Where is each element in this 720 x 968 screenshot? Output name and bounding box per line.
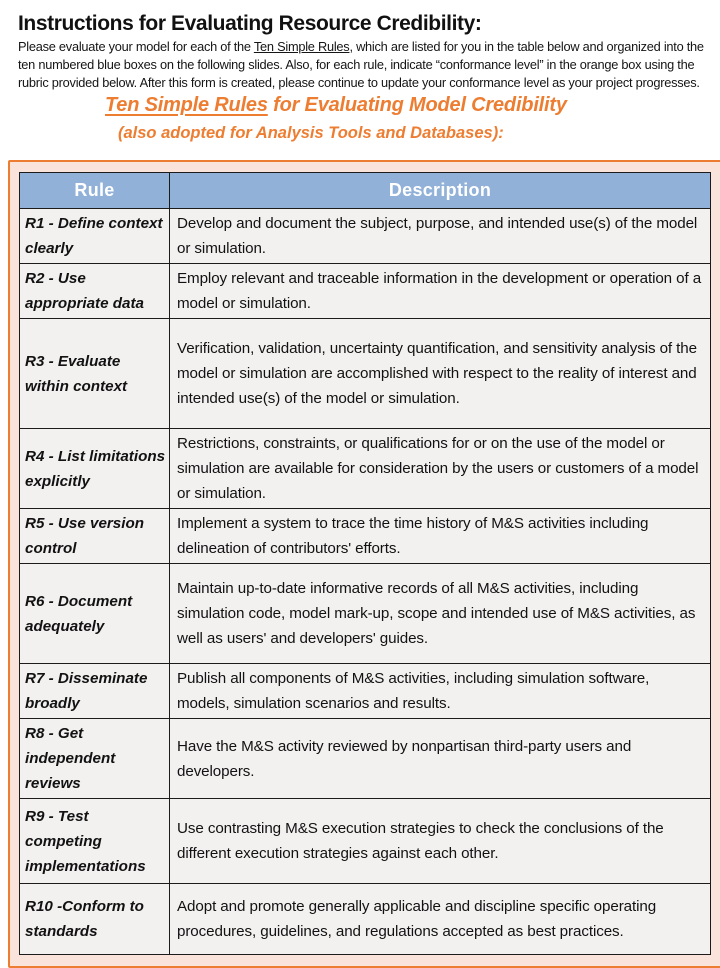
paragraph-text-before: Please evaluate your model for each of the [18, 39, 254, 54]
orange-subheading: (also adopted for Analysis Tools and Databases): [118, 124, 504, 142]
table-row-r9 [20, 799, 711, 884]
table-row-r10 [20, 884, 711, 955]
orange-heading [105, 94, 720, 117]
rule-cell-r9: R9 - Test competing implementations [20, 799, 170, 884]
description-cell-r1: Develop and document the subject, purpose, and intended use(s) of the model or simulation. [170, 209, 711, 264]
rule-cell-r10: R10 -Conform to standards [20, 884, 170, 955]
page-title: Instructions for Evaluating Resource Credibility: [18, 12, 482, 35]
table-row-r2 [20, 264, 711, 319]
rule-cell-r6: R6 - Document adequately [20, 564, 170, 664]
description-cell-r4: Restrictions, constraints, or qualifications for or on the use of the model or simulation are available for consideration by the users or customers of a model or simulation. [170, 429, 711, 509]
table-frame [8, 160, 720, 968]
table-header-row [20, 173, 711, 209]
orange-heading-underlined: Ten Simple Rules [105, 94, 268, 116]
paragraph-text-after: , which are listed for you in the table below and organized into the ten numbered blue boxes on the following slides. Also, for each rule, indicate “conformance level” in the orange box using the rubric provided below. After this form is created, please continue to update your conformance level as your project progresses. [18, 39, 704, 90]
orange-heading-rest: for Evaluating Model Credibility [267, 94, 567, 116]
table-row-r1 [20, 209, 711, 264]
table-row-r3 [20, 319, 711, 429]
description-cell-r3: Verification, validation, uncertainty quantification, and sensitivity analysis of the model or simulation are accomplished with respect to the reality of interest and intended use(s) of the model or simulation. [170, 319, 711, 429]
paragraph-underlined-phrase: Ten Simple Rules [253, 39, 350, 54]
description-cell-r8: Have the M&S activity reviewed by nonpartisan third-party users and developers. [170, 719, 711, 799]
description-cell-r10: Adopt and promote generally applicable and discipline specific operating procedures, guidelines, and regulations accepted as best practices. [170, 884, 711, 955]
instructions-paragraph [18, 38, 706, 92]
table-row-r8 [20, 719, 711, 799]
rule-cell-r8: R8 - Get independent reviews [20, 719, 170, 799]
table-row-r6 [20, 564, 711, 664]
description-cell-r5: Implement a system to trace the time history of M&S activities including delineation of contributors' efforts. [170, 509, 711, 564]
rule-cell-r5: R5 - Use version control [20, 509, 170, 564]
table-row-r4 [20, 429, 711, 509]
rule-cell-r4: R4 - List limitations explicitly [20, 429, 170, 509]
rule-cell-r3: R3 - Evaluate within context [20, 319, 170, 429]
table-row-r5 [20, 509, 711, 564]
description-cell-r7: Publish all components of M&S activities, including simulation software, models, simulation scenarios and results. [170, 664, 711, 719]
table-row-r7 [20, 664, 711, 719]
column-header-description: Description [170, 173, 711, 209]
rule-cell-r1: R1 - Define context clearly [20, 209, 170, 264]
rule-cell-r2: R2 - Use appropriate data [20, 264, 170, 319]
column-header-rule: Rule [20, 173, 170, 209]
rule-cell-r7: R7 - Disseminate broadly [20, 664, 170, 719]
description-cell-r6: Maintain up-to-date informative records of all M&S activities, including simulation code, model mark-up, scope and intended use of M&S activities, as well as users' and developers' guides. [170, 564, 711, 664]
description-cell-r9: Use contrasting M&S execution strategies to check the conclusions of the different execution strategies against each other. [170, 799, 711, 884]
document-header [0, 0, 720, 160]
rules-table [19, 172, 711, 955]
description-cell-r2: Employ relevant and traceable information in the development or operation of a model or simulation. [170, 264, 711, 319]
